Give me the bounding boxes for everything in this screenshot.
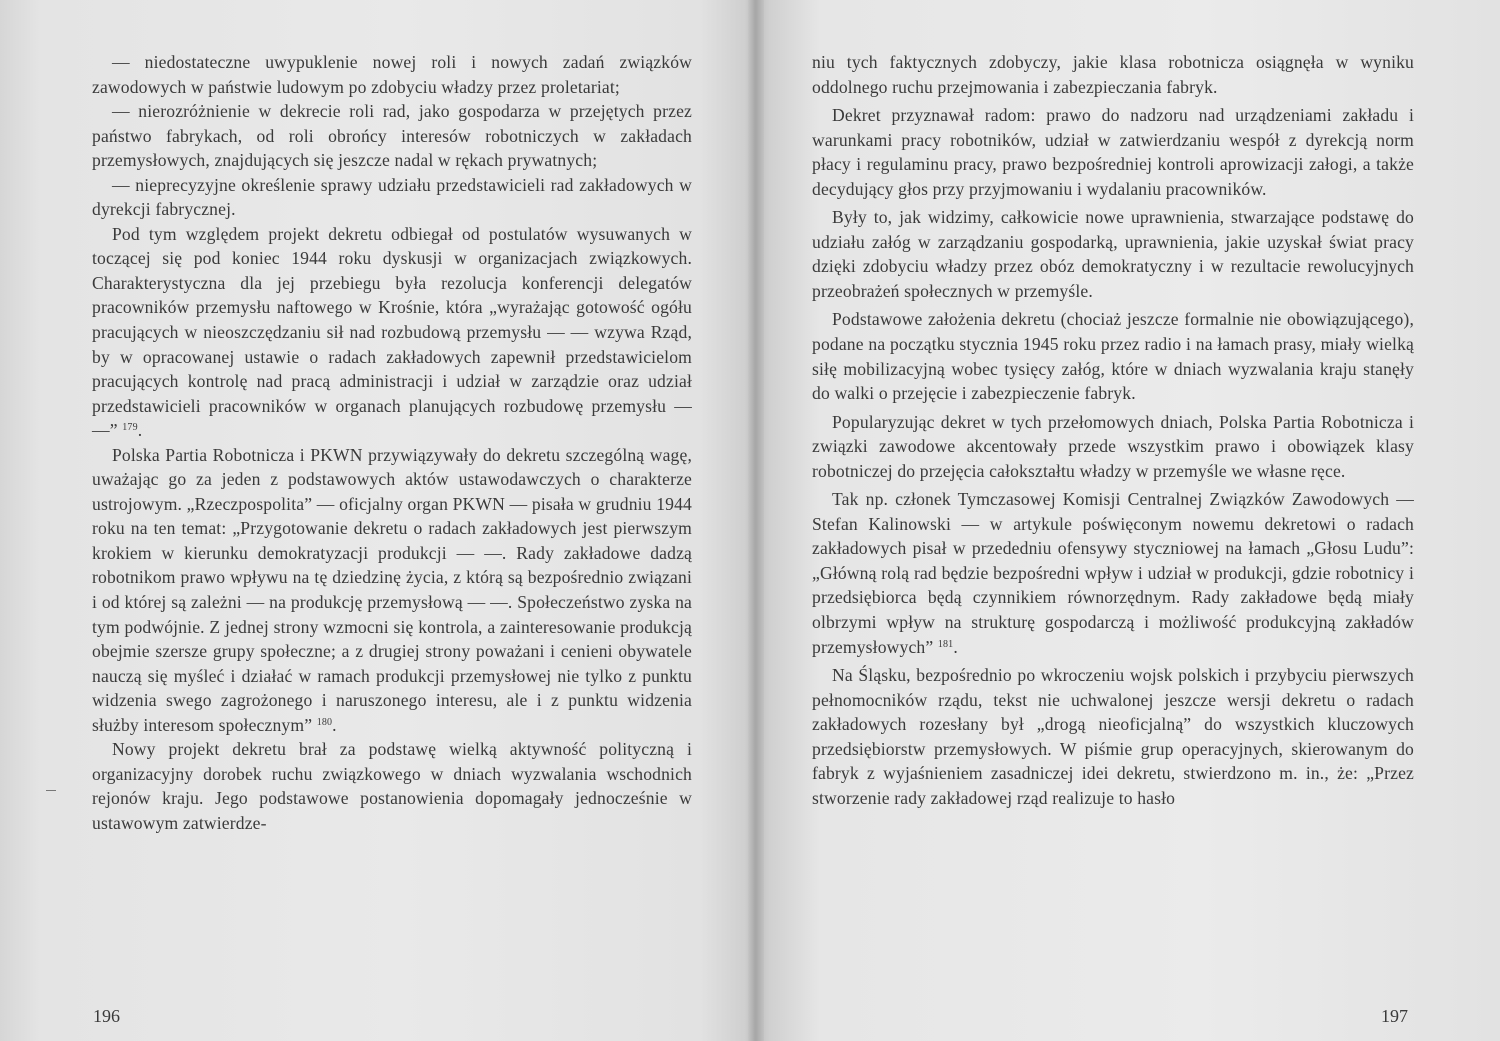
right-page-text xyxy=(812,50,1414,810)
page-number-right: 197 xyxy=(1381,1006,1408,1026)
paragraph: Były to, jak widzimy, całkowicie nowe uprawnienia, stwarzające podstawę do udziału załóg w zarządzaniu gospodarką, uprawnienia, jakie uzyskał świat pracy dzięki zdobyciu władzy przez obóz demokratyczny i w rezultacie rewolucyjnych przeobrażeń społecznych w przemyśle. xyxy=(812,207,1414,301)
paragraph: Nowy projekt dekretu brał za podstawę wielką aktywność polityczną i organizacyjny dorobek ruchu związkowego w dniach wyzwalania wschodnich rejonów kraju. Jego podstawowe postanowienia dopomagały jednocześnie w ustawowym zatwierdze- xyxy=(92,739,692,833)
paragraph: — nieprecyzyjne określenie sprawy udziału przedstawicieli rad zakładowych w dyrekcji fabrycznej. xyxy=(92,174,692,220)
left-page-text xyxy=(92,50,692,836)
paragraph-text: Pod tym względem projekt dekretu odbiegał od postulatów wysuwanych w toczącej się pod koniec 1944 roku dyskusji w organizacjach związkowych. Charakterystyczna dla jej przebiegu była rezolucja konferencji delegatów pracowników przemysłu naftowego w Krośnie, która „wyrażając gotowość ogółu pracujących w nieoszczędzaniu sił nad rozbudową przemysłu — — wzywa Rząd, by w opracowanej ustawie o radach zakładowych zapewnił przedstawicielom pracujących kontrolę nad pracą administracji i udział w zarządzie oraz udział przedstawicieli pracowników w organach planujących rozbudowę przemysłu — —” xyxy=(92,223,692,441)
margin-mark xyxy=(46,790,56,791)
paragraph: Dekret przyznawał radom: prawo do nadzoru nad urządzeniami zakładu i warunkami pracy robotników, udział w zatwierdzaniu wespół z dyrekcją norm płacy i regulaminu pracy, prawo bezpośredniej kontroli aprowizacji załogi, a także decydujący głos przy przyjmowaniu i wydalaniu pracowników. xyxy=(812,105,1414,199)
page-number-left: 196 xyxy=(93,1006,120,1026)
paragraph: niu tych faktycznych zdobyczy, jakie klasa robotnicza osiągnęła w wyniku oddolnego ruchu przejmowania i zabezpieczania fabryk. xyxy=(812,52,1414,97)
paragraph: Popularyzując dekret w tych przełomowych dniach, Polska Partia Robotnicza i związki zawodowe akcentowały przede wszystkim prawo i obowiązek klasy robotniczej do przejęcia całokształtu władzy w przemyśle we własne ręce. xyxy=(812,411,1414,481)
paragraph: Pod tym względem projekt dekretu odbiegał od postulatów wysuwanych w toczącej się pod koniec 1944 roku dyskusji w organizacjach związkowych. Charakterystyczna dla jej przebiegu była rezolucja konferencji delegatów pracowników przemysłu naftowego w Krośnie, która „wyrażając gotowość ogółu pracujących w nieoszczędzaniu sił nad rozbudową przemysłu — — wzywa Rząd, by w opracowanej ustawie o radach zakładowych zapewnił przedstawicielom pracujących kontrolę nad pracą administracji i udział w zarządzie oraz udział przedstawicieli pracowników w organach planujących rozbudowę przemysłu — —” $^{179}$. xyxy=(92,223,692,441)
book-gutter xyxy=(748,0,764,1041)
footnote-ref: 180 xyxy=(316,716,333,728)
paragraph: — niedostateczne uwypuklenie nowej roli i nowych zadań związków zawodowych w państwie ludowym po zdobyciu władzy przez proletariat; xyxy=(92,52,692,97)
paragraph-text: Tak np. członek Tymczasowej Komisji Centralnej Związków Zawodowych — Stefan Kalinowski — w artykule poświęconym nowemu dekretowi o radach zakładowych pisał w przededniu ofensywy styczniowej na łamach „Głosu Ludu”: „Główną rolą rad będzie bezpośredni wpływ i udział w produkcji, gdzie robotnicy i przedsiębiorca będą czynnikiem równorzędnym. Rady zakładowe będą miały olbrzymi wpływ na strukturę gospodarczą i możliwość produkcyjną zakładów przemysłowych” xyxy=(812,489,1414,657)
paragraph-text: Polska Partia Robotnicza i PKWN przywiązywały do dekretu szczególną wagę, uważając go za jeden z podstawowych aktów ustawodawczych o charakterze ustrojowym. „Rzeczpospolita” — oficjalny organ PKWN — pisała w grudniu 1944 roku na ten temat: „Przygotowanie dekretu o radach zakładowych jest pierwszym krokiem w kierunku demokratyzacji produkcji — —. Rady zakładowe dadzą robotnikom prawo wpływu na tę dziedzinę życia, z którą są bezpośrednio związani i od której są zależni — na produkcję przemysłową — —. Społeczeństwo zyska na tym podwójnie. Z jednej strony wzmocni się kontrola, a zainteresowanie produkcją obejmie szersze grupy społeczne; a z drugiej strony poważani i cenieni obywatele nauczą się myśleć i działać w ramach produkcji przemysłowej nie tylko z punktu widzenia swego zagrożonego i naruszonego interesu, ale i z punktu widzenia służby interesom społecznym” xyxy=(92,444,692,735)
footnote-ref: 181 xyxy=(937,638,954,650)
paragraph: Polska Partia Robotnicza i PKWN przywiązywały do dekretu szczególną wagę, uważając go za jeden z podstawowych aktów ustawodawczych o charakterze ustrojowym. „Rzeczpospolita” — oficjalny organ PKWN — pisała w grudniu 1944 roku na ten temat: „Przygotowanie dekretu o radach zakładowych jest pierwszym krokiem w kierunku demokratyzacji produkcji — —. Rady zakładowe dadzą robotnikom prawo wpływu na tę dziedzinę życia, z którą są bezpośrednio związani i od której są zależni — na produkcję przemysłową — —. Społeczeństwo zyska na tym podwójnie. Z jednej strony wzmocni się kontrola, a zainteresowanie produkcją obejmie szersze grupy społeczne; a z drugiej strony poważani i cenieni obywatele nauczą się myśleć i działać w ramach produkcji przemysłowej nie tylko z punktu widzenia swego zagrożonego i naruszonego interesu, ale i z punktu widzenia służby interesom społecznym” $^{180}$. xyxy=(92,444,692,735)
paragraph: Tak np. członek Tymczasowej Komisji Centralnej Związków Zawodowych — Stefan Kalinowski — w artykule poświęconym nowemu dekretowi o radach zakładowych pisał w przededniu ofensywy styczniowej na łamach „Głosu Ludu”: „Główną rolą rad będzie bezpośredni wpływ i udział w produkcji, gdzie robotnicy i przedsiębiorca będą czynnikiem równorzędnym. Rady zakładowe będą miały olbrzymi wpływ na strukturę gospodarczą i możliwość produkcyjną zakładów przemysłowych” $^{181}$. xyxy=(812,489,1414,657)
footnote-ref: 179 xyxy=(122,422,138,434)
paragraph: Na Śląsku, bezpośrednio po wkroczeniu wojsk polskich i przybyciu pierwszych pełnomocników rządu, tekst nie uchwalonej jeszcze wersji dekretu o radach zakładowych rozesłany był „drogą nieoficjalną” do wszystkich kluczowych przedsiębiorstw przemysłowych. W piśmie grup operacyjnych, skierowanym do fabryk z wyjaśnieniem zasadniczej idei dekretu, stwierdzono m. in., że: „Przez stworzenie rady zakładowej rząd realizuje to hasło xyxy=(812,665,1414,808)
paragraph: — nierozróżnienie w dekrecie roli rad, jako gospodarza w przejętych przez państwo fabrykach, od roli obrońcy interesów robotniczych w zakładach przemysłowych, znajdujących się jeszcze nadal w rękach prywatnych; xyxy=(92,101,692,171)
paragraph: Podstawowe założenia dekretu (chociaż jeszcze formalnie nie obowiązującego), podane na początku stycznia 1945 roku przez radio i na łamach prasy, miały wielką siłę mobilizacyjną wobec tysięcy załóg, które w dniach wyzwalania kraju stanęły do walki o przejęcie i zabezpieczenie fabryk. xyxy=(812,309,1414,404)
